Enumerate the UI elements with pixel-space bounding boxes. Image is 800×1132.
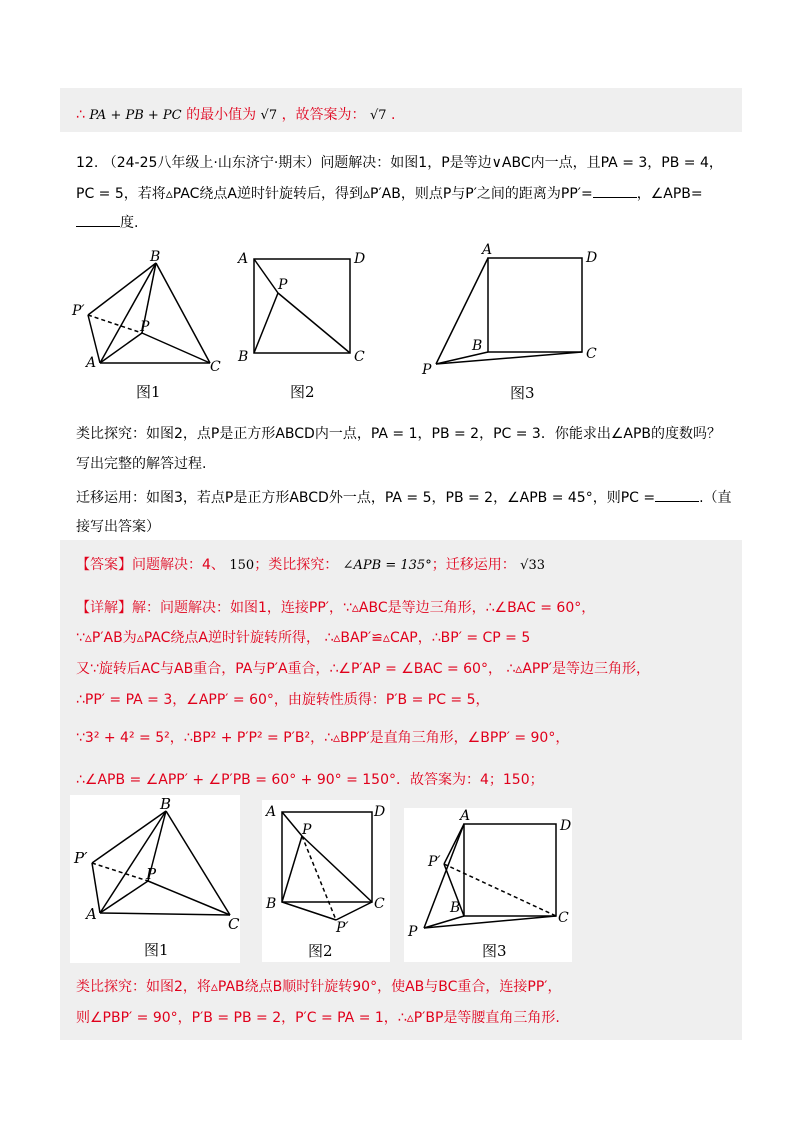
- svg-text:B: B: [266, 896, 277, 912]
- detail-tag: 【详解】: [76, 600, 132, 616]
- svg-text:P′: P′: [74, 849, 88, 867]
- svg-text:D: D: [560, 818, 572, 834]
- svg-text:B: B: [472, 338, 483, 354]
- svg-text:A: A: [266, 804, 277, 820]
- svg-text:D: D: [374, 804, 386, 820]
- svg-text:图2: 图2: [308, 942, 333, 960]
- detail-line-5: ∵3² + 4² = 5²，∴BP² + P′P² = P′B²，∴▵BPP′是直角三角形，∠BPP′ = 90°，: [76, 730, 570, 746]
- svg-text:P′: P′: [336, 920, 349, 936]
- svg-text:A: A: [460, 808, 471, 824]
- problem-line-3: 度.: [76, 212, 138, 233]
- figure-1-answer: [70, 795, 240, 963]
- svg-text:图3: 图3: [482, 942, 507, 960]
- figure-2-top: [232, 245, 382, 405]
- figure-1-top: [70, 245, 230, 405]
- problem-source: （24-25八年级上·山东济宁·期末）: [102, 155, 321, 171]
- fig2-caption: 图2: [290, 383, 315, 401]
- figure-3-answer: [404, 808, 572, 962]
- detail-line-8: 则∠PBP′ = 90°，P′B = PB = 2，P′C = PA = 1，∴▵P′BP是等腰直角三角形.: [76, 1010, 560, 1026]
- figure-2-answer: [262, 800, 390, 962]
- label-C: C: [210, 359, 221, 375]
- problem-number: 12.: [76, 155, 99, 171]
- svg-text:P: P: [422, 362, 432, 378]
- svg-text:B: B: [450, 900, 461, 916]
- svg-text:P: P: [146, 865, 157, 883]
- answer-line: 【答案】问题解决：4、 150；类比探究： ∠APB = 135°；迁移运用： √33: [76, 557, 545, 573]
- label-Pprime: P′: [72, 303, 85, 319]
- top-conclusion: ∴ PA + PB + PC 的最小值为 √7 ，故答案为： √7 .: [76, 107, 396, 123]
- svg-text:C: C: [558, 910, 569, 926]
- svg-text:C: C: [228, 915, 240, 933]
- fig3-caption: 图3: [510, 384, 535, 402]
- fig1-caption: 图1: [136, 383, 161, 401]
- label-B: B: [150, 249, 161, 265]
- transfer-line-1: 迁移运用：如图3，若点P是正方形ABCD外一点，PA = 5，PB = 2，∠APB = 45°，则PC = .（直: [76, 487, 732, 508]
- svg-text:D: D: [354, 251, 366, 267]
- figure-3-top: [420, 240, 610, 405]
- svg-text:P′: P′: [428, 854, 441, 870]
- answer-blank-3: [655, 487, 699, 502]
- svg-text:C: C: [374, 896, 385, 912]
- svg-text:P: P: [408, 924, 418, 940]
- label-A: A: [86, 355, 97, 371]
- detail-line-6: ∴∠APB = ∠APP′ + ∠P′PB = 60° + 90° = 150°．故答案为：4；150；: [76, 772, 544, 788]
- detail-line-2: ∵▵P′AB为▵PAC绕点A逆时针旋转所得， ∴▵BAP′≌▵CAP，∴BP′ = CP = 5: [76, 630, 531, 646]
- analogy-line-1: 类比探究：如图2，点P是正方形ABCD内一点，PA = 1，PB = 2，PC = 3．你能求出∠APB的度数吗？: [76, 426, 722, 442]
- problem-line-1: 12. （24-25八年级上·山东济宁·期末）问题解决：如图1，P是等边∨ABC内一点，且PA = 3，PB = 4，: [76, 155, 723, 171]
- analogy-line-2: 写出完整的解答过程.: [76, 456, 207, 472]
- svg-text:A: A: [238, 251, 249, 267]
- svg-text:A: A: [86, 905, 97, 923]
- label-P: P: [140, 319, 150, 335]
- answer-tag: 【答案】: [76, 557, 132, 573]
- svg-text:B: B: [160, 795, 172, 813]
- svg-text:A: A: [482, 242, 493, 258]
- svg-text:P: P: [278, 277, 288, 293]
- answer-blank-2: [76, 212, 120, 227]
- svg-text:C: C: [586, 346, 597, 362]
- answer-blank-1: [593, 183, 637, 198]
- detail-line-3: 又∵旋转后AC与AB重合，PA与P′A重合，∴∠P′AP = ∠BAC = 60°， ∴▵APP′是等边三角形，: [76, 661, 650, 677]
- problem-line-2: PC = 5，若将▵PAC绕点A逆时针旋转后，得到▵P′AB，则点P与P′之间的距离为PP′= ，∠APB=: [76, 183, 703, 204]
- detail-line-7: 类比探究：如图2，将▵PAB绕点B顺时针旋转90°，使AB与BC重合，连接PP′，: [76, 979, 562, 995]
- svg-text:D: D: [586, 250, 598, 266]
- transfer-line-2: 接写出答案）: [76, 519, 160, 535]
- svg-text:图1: 图1: [144, 941, 169, 959]
- detail-line-4: ∴PP′ = PA = 3，∠APP′ = 60°，由旋转性质得：P′B = PC = 5，: [76, 692, 490, 708]
- svg-text:C: C: [354, 349, 365, 365]
- svg-text:B: B: [238, 349, 249, 365]
- svg-text:P: P: [302, 822, 312, 838]
- detail-line-1: 【详解】解：问题解决：如图1，连接PP′，∵▵ABC是等边三角形，∴∠BAC = 60°，: [76, 600, 596, 616]
